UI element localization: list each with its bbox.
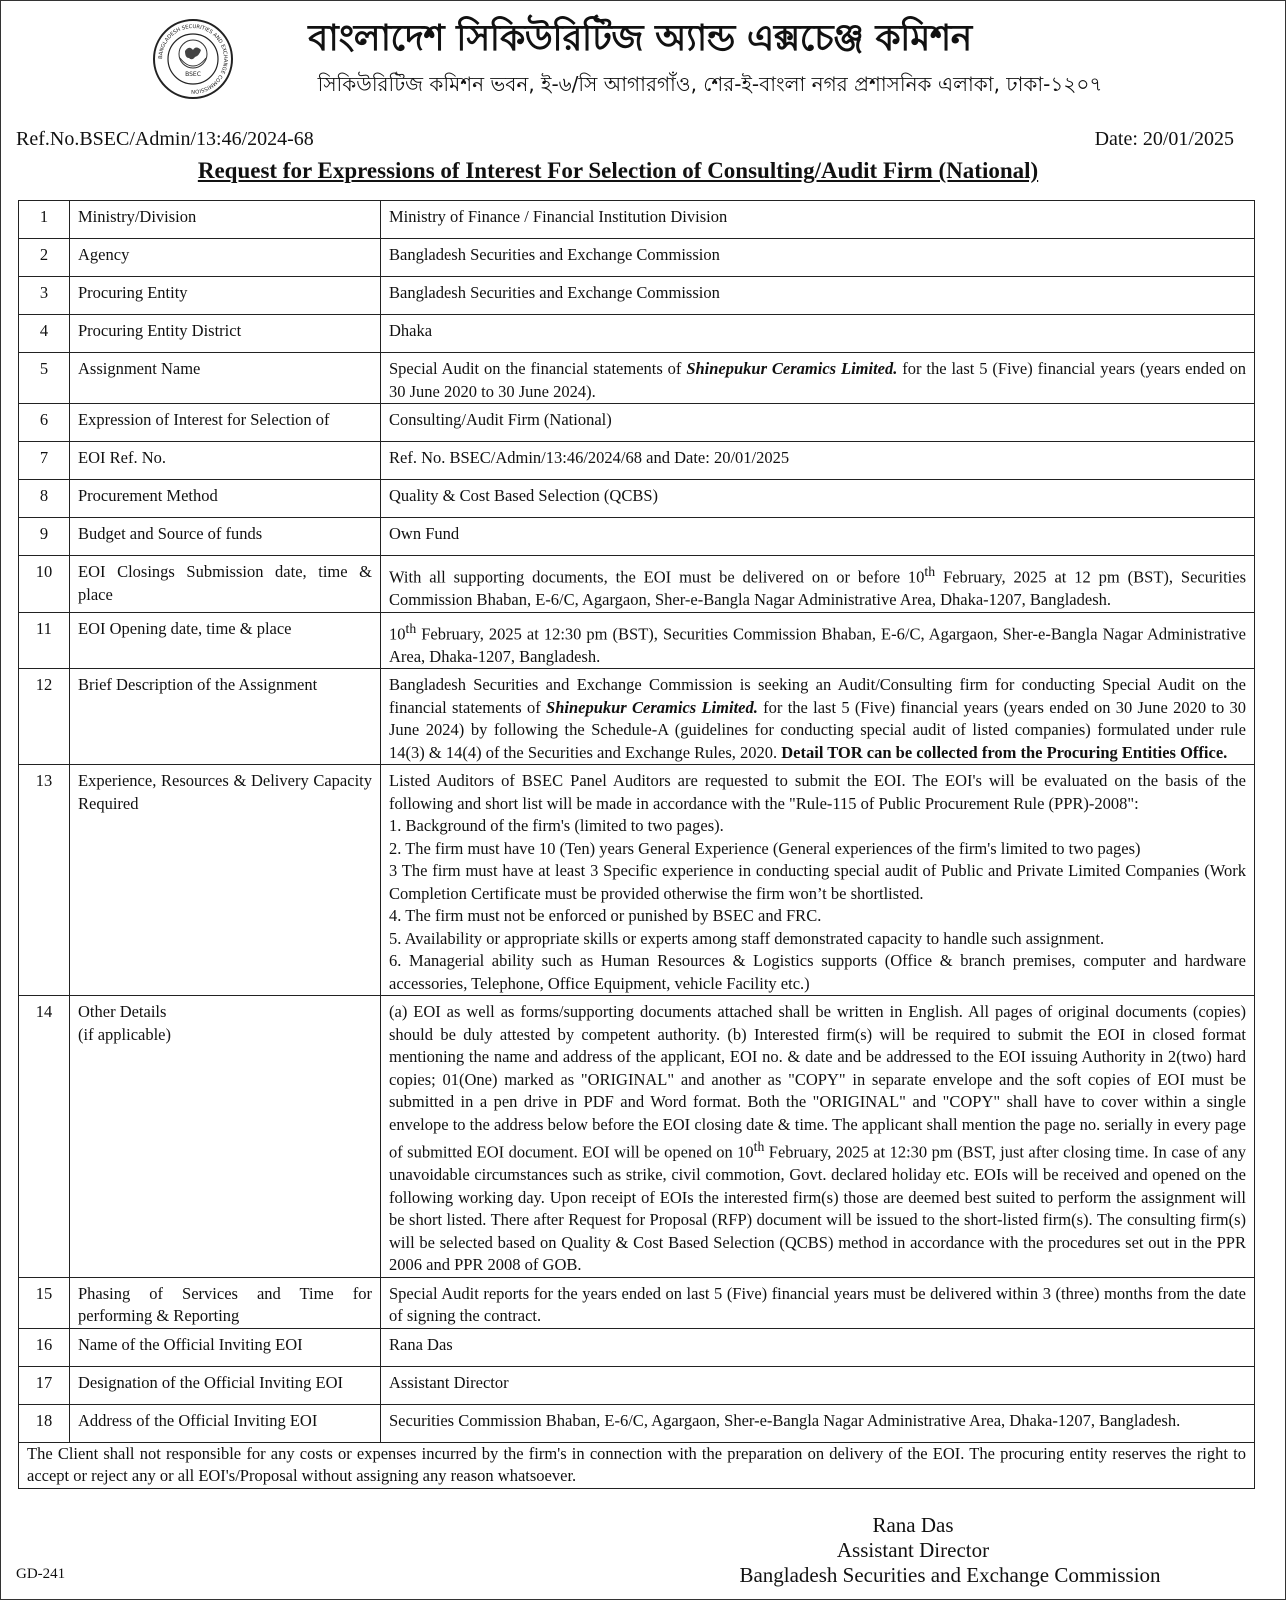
signatory-designation: Assistant Director [836, 1538, 990, 1562]
org-name-bangla: বাংলাদেশ সিকিউরিটিজ অ্যান্ড এক্সচেঞ্জ কমিশন [308, 18, 972, 59]
row-value [381, 239, 1255, 277]
row-value-text: Bangladesh Securities and Exchange Commission [389, 245, 720, 264]
svg-text:BSEC: BSEC [185, 71, 201, 78]
row-value-text: Consulting/Audit Firm (National) [389, 410, 612, 429]
row-value [381, 556, 1255, 613]
row-value-em: Shinepukur Ceramics Limited. [686, 359, 898, 378]
table-row [19, 239, 1255, 277]
row-value-text: Special Audit reports for the years ended on last 5 (Five) financial years must be delivered within 3 (three) months from the date of signing the contract. [389, 1283, 1246, 1325]
row-serial: 11 [19, 612, 70, 669]
row-serial: 5 [19, 353, 70, 404]
row-serial: 8 [19, 480, 70, 518]
row-label [70, 1404, 381, 1442]
row-label-text: Agency [78, 245, 130, 264]
row-value [381, 1277, 1255, 1328]
row-serial: 12 [19, 669, 70, 765]
row-label [70, 765, 381, 996]
requirement-line: 3 The firm must have at least 3 Specific experience in conducting special audit of Public and Private Limited Companies (Work Completion Certificate must be provided otherwise the firm won’t be shortlisted. [389, 861, 1246, 903]
row-serial: 1 [19, 201, 70, 239]
row-value-b: February, 2025 at 12:30 pm (BST), Securities Commission Bhaban, E-6/C, Agargaon, Sher-e-Bangla Nagar Administrative Area, Dhaka-1207, Bangladesh. [389, 624, 1246, 666]
row-label-text: Experience, Resources & Delivery Capacity Required [78, 771, 372, 813]
row-value-text: Securities Commission Bhaban, E-6/C, Agargaon, Sher-e-Bangla Nagar Administrative Area, Dhaka-1207, Bangladesh. [389, 1410, 1181, 1430]
row-label-text: Name of the Official Inviting EOI [78, 1334, 303, 1354]
row-label [70, 1366, 381, 1404]
row-value [381, 277, 1255, 315]
row-serial: 2 [19, 239, 70, 277]
table-row [19, 201, 1255, 239]
row-value-b: February, 2025 at 12:30 pm (BST, just after closing time. In case of any unavoidable circumstances such as strike, civil commotion, Govt. declared holiday etc. EOIs will be received and opened on the following working day. Upon receipt of EOIs the interested firm(s) those are deemed best suited to perform the assignment will be short listed. There after Request for Proposal (RFP) document will be issued to the short-listed firm(s). The consulting firm(s) will be selected based on Quality & Cost Based Selection (QCBS) method in accordance with the procedures set out in the PPR 2006 and PPR 2008 of GOB. [389, 1142, 1246, 1274]
row-label-text: Brief Description of the Assignment [78, 675, 318, 694]
row-serial: 13 [19, 765, 70, 996]
row-value [381, 765, 1255, 996]
row-serial: 7 [19, 442, 70, 480]
row-label-text: Other Details [78, 1002, 167, 1021]
row-value-a: Special Audit on the financial statements of [389, 359, 687, 378]
row-label [70, 612, 381, 669]
row-label-text: EOI Ref. No. [78, 448, 166, 467]
row-serial: 17 [19, 1366, 70, 1404]
disclaimer-text: The Client shall not responsible for any costs or expenses incurred by the firm's in connection with the preparation on delivery of the EOI. The procuring entity reserves the right to accept or reject any or all EOI's/Proposal without assigning any reason whatsoever. [19, 1442, 1255, 1488]
requirement-line: 5. Availability or appropriate skills or experts among staff demonstrated capacity to handle such assignment. [389, 928, 1105, 948]
row-value [381, 480, 1255, 518]
row-label-text: Ministry/Division [78, 207, 197, 226]
row-label-text: Address of the Official Inviting EOI [78, 1410, 318, 1430]
row-label [70, 239, 381, 277]
row-value-sup: th [405, 620, 417, 636]
row-label-text: EOI Closings Submission date, time & place [78, 562, 372, 604]
requirement-line: 4. The firm must not be enforced or punished by BSEC and FRC. [389, 906, 822, 925]
row-label [70, 996, 381, 1278]
gd-number: GD-241 [16, 1566, 66, 1582]
row-serial: 6 [19, 404, 70, 442]
row-value-text: Bangladesh Securities and Exchange Commission [389, 283, 720, 302]
row-label [70, 1328, 381, 1366]
table-row [19, 765, 1255, 996]
row-serial: 9 [19, 518, 70, 556]
table-row [19, 442, 1255, 480]
table-row [19, 669, 1255, 765]
row-value [381, 1366, 1255, 1404]
issue-date: Date: 20/01/2025 [1094, 128, 1234, 150]
table-row [19, 996, 1255, 1278]
table-row [19, 480, 1255, 518]
row-label [70, 556, 381, 613]
row-value-b: February, 2025 at 12 pm (BST), Securities Commission Bhaban, E-6/C, Agargaon, Sher-e-Bangla Nagar Administrative Area, Dhaka-1207, Bangladesh. [389, 567, 1246, 609]
requirement-line: 1. Background of the firm's (limited to two pages). [389, 816, 724, 835]
row-label [70, 404, 381, 442]
row-value-a: 10 [389, 624, 406, 643]
row-serial: 4 [19, 315, 70, 353]
row-value [381, 353, 1255, 404]
row-label-text: Assignment Name [78, 359, 201, 378]
row-label-text: Expression of Interest for Selection of [78, 410, 330, 429]
org-address-bangla: সিকিউরিটিজ কমিশন ভবন, ই-৬/সি আগারগাঁও, শের-ই-বাংলা নগর প্রশাসনিক এলাকা, ঢাকা-১২০৭ [317, 72, 1103, 96]
row-serial: 14 [19, 996, 70, 1278]
table-row [19, 556, 1255, 613]
table-row [19, 1328, 1255, 1366]
row-label [70, 669, 381, 765]
row-label [70, 518, 381, 556]
table-row [19, 1366, 1255, 1404]
row-serial: 3 [19, 277, 70, 315]
row-value-text: Own Fund [389, 524, 460, 543]
row-label-text: Phasing of Services and Time for performing & Reporting [78, 1283, 372, 1325]
table-row [19, 1404, 1255, 1442]
row-value-a: (a) EOI as well as forms/supporting documents attached shall be written in English. All pages of original documents (copies) should be duly attested by competent authority. (b) Interested firm(s) will be required to submit the EOI in closed format mentioning the name and address of the applicant, EOI no. & date and be addressed to the EOI issuing Authority in 2(two) hard copies; 01(One) marked as "ORIGINAL" and another as "COPY" in separate envelope and the soft copies of EOI must be submitted in a pen drive in PDF and Word format. Both the "ORIGINAL" and "COPY" shall have to cover within a single envelope to the address below before the EOI closing date & time. The applicant shall mention the page no. serially in every page of submitted EOI document. EOI will be opened on 10 [389, 1002, 1246, 1162]
row-value-b: for the last 5 (Five) financial years (years ended on 30 June 2020 to 30 June 2024) by following the Schedule-A (guidelines for conducting special audit of listed companies) formulated under rule 14(3) & 14(4) of the Securities and Exchange Rules, 2020. [389, 697, 1246, 762]
row-label [70, 315, 381, 353]
row-label-text: Procurement Method [78, 486, 218, 505]
row-label [70, 480, 381, 518]
eoi-details-table [18, 200, 1255, 1489]
row-value [381, 669, 1255, 765]
row-value [381, 404, 1255, 442]
table-row [19, 404, 1255, 442]
row-value-text: Dhaka [389, 321, 433, 340]
row-label-text: EOI Opening date, time & place [78, 618, 292, 638]
row-value-text: Quality & Cost Based Selection (QCBS) [389, 486, 659, 505]
table-row [19, 353, 1255, 404]
row-value-text: Assistant Director [389, 1372, 509, 1392]
signatory-organization: Bangladesh Securities and Exchange Commission [739, 1563, 1161, 1587]
svg-text:BANGLADESH SECURITIES AND EXCH: BANGLADESH SECURITIES AND EXCHANGE COMMISSION [157, 23, 229, 95]
row-value [381, 996, 1255, 1278]
row-value-text: Ministry of Finance / Financial Institution Division [389, 207, 728, 226]
row-value [381, 315, 1255, 353]
row-value-sup: th [924, 564, 936, 579]
row-label [70, 442, 381, 480]
row-value-b: for the last 5 (Five) financial years (years ended on 30 June 2020 to 30 June 2024). [389, 359, 1246, 401]
table-row [19, 315, 1255, 353]
row-serial: 10 [19, 556, 70, 613]
row-serial: 15 [19, 1277, 70, 1328]
row-value [381, 1328, 1255, 1366]
row-label [70, 201, 381, 239]
row-label-text: Procuring Entity District [78, 321, 242, 340]
row-value-text: Ref. No. BSEC/Admin/13:46/2024/68 and Date: 20/01/2025 [389, 448, 790, 467]
signature-block [700, 1513, 1200, 1588]
row-value-sup: th [753, 1139, 765, 1154]
row-value-a: With all supporting documents, the EOI must be delivered on or before 10 [389, 567, 925, 587]
row-label-note: (if applicable) [78, 1024, 171, 1044]
row-label-text: Budget and Source of funds [78, 524, 263, 543]
table-row [19, 612, 1255, 669]
row-label [70, 353, 381, 404]
table-row [19, 277, 1255, 315]
row-value [381, 442, 1255, 480]
bsec-seal-logo [152, 18, 234, 100]
row-value [381, 612, 1255, 669]
row-value [381, 518, 1255, 556]
row-value-bold: Detail TOR can be collected from the Procuring Entities Office. [781, 742, 1228, 762]
row-serial: 16 [19, 1328, 70, 1366]
requirement-line: Listed Auditors of BSEC Panel Auditors are requested to submit the EOI. The EOI's will be evaluated on the basis of the following and short list will be made in accordance with the "Rule-115 of Public Procurement Rule (PPR)-2008": [389, 771, 1246, 813]
row-value [381, 201, 1255, 239]
requirement-line: 2. The firm must have 10 (Ten) years General Experience (General experiences of the firm's limited to two pages) [389, 838, 1141, 858]
row-label [70, 1277, 381, 1328]
table-row [19, 1277, 1255, 1328]
row-value-em: Shinepukur Ceramics Limited. [546, 697, 758, 717]
requirement-line: 6. Managerial ability such as Human Resources & Logistics supports (Office & branch premises, computer and hardware accessories, Telephone, Office Equipment, vehicle Facility etc.) [389, 951, 1246, 993]
row-serial: 18 [19, 1404, 70, 1442]
table-row [19, 518, 1255, 556]
row-value [381, 1404, 1255, 1442]
row-label-text: Designation of the Official Inviting EOI [78, 1372, 344, 1392]
signatory-name: Rana Das [872, 1513, 954, 1537]
row-value-a: Bangladesh Securities and Exchange Commission is seeking an Audit/Consulting firm for conducting Special Audit on the financial statements of [389, 675, 1246, 717]
row-label-text: Procuring Entity [78, 283, 188, 302]
row-value-text: Rana Das [389, 1334, 453, 1354]
row-label [70, 277, 381, 315]
document-title: Request for Expressions of Interest For Selection of Consulting/Audit Firm (National) [197, 158, 1039, 183]
reference-number: Ref.No.BSEC/Admin/13:46/2024-68 [16, 128, 314, 150]
disclaimer-row [19, 1442, 1255, 1488]
